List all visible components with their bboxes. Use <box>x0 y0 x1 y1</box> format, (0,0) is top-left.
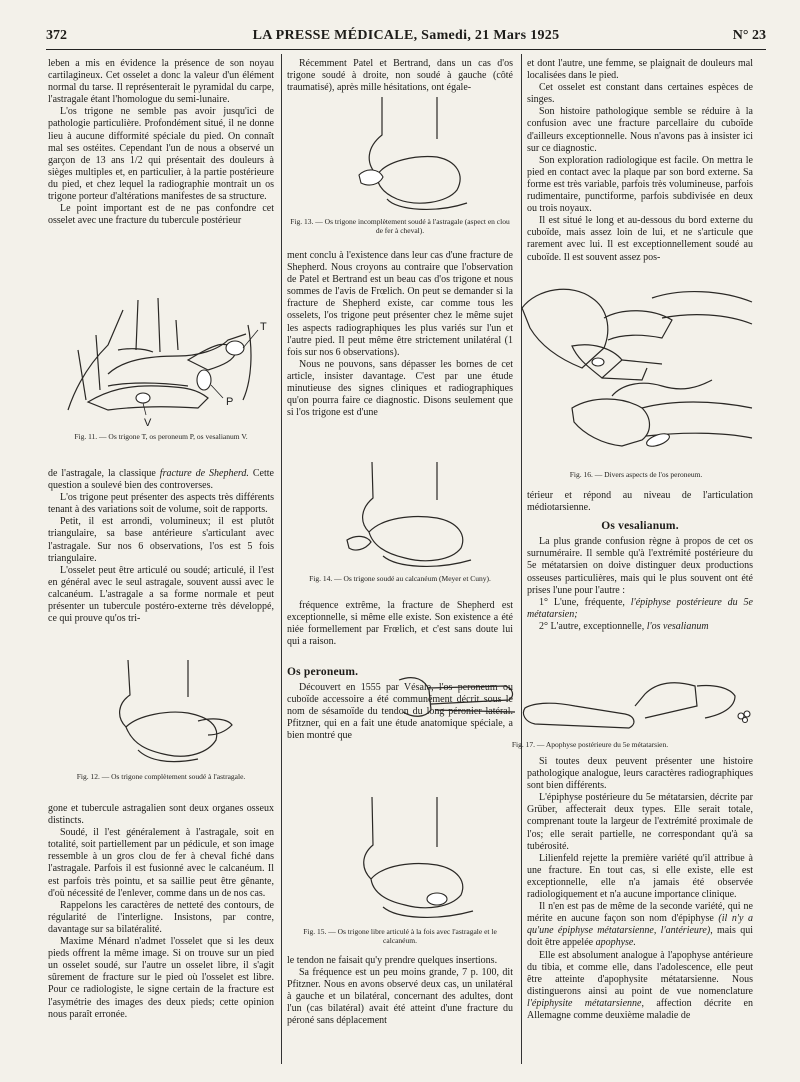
paragraph: Petit, il est arrondi, volumineux; il est plutôt triangulaire, sa base antérieure s'articulant avec l'astragale. Sur nos 6 observations, l'os est 5 fois triangulaire. <box>48 516 274 564</box>
paragraph: Soudé, il l'est généralement à l'astragale, soit en totalité, soit partiellement par un pédicule, et son image ressemble à un gros clou de fer à cheval fiché dans l'astragale. Parfois il est fusionné avec le calcanéum. Il est parfois très pointu, et sa saillie peut être gênante, d'où nécessité de l'enlever, comme dans un de nos cas. <box>48 827 274 899</box>
os-vesalianum-shape <box>136 393 150 403</box>
column-1-end <box>48 803 274 1021</box>
figure-14-caption: Fig. 14. — Os trigone soudé au calcanéum (Meyer et Cuny). <box>309 574 491 583</box>
figure-15-caption: Fig. 15. — Os trigone libre articulé à la fois avec l'astragale et le calcanéum. <box>303 927 497 945</box>
peroneum-aspects-illustration <box>512 268 760 468</box>
running-header <box>46 28 766 50</box>
os-peroneum-shape <box>197 370 211 390</box>
column-3-cont <box>527 490 753 633</box>
metatarsal-apophysis-illustration <box>385 666 765 738</box>
paragraph: Maxime Ménard n'admet l'osselet que si les deux pieds offrent la même image. Si on trouve sur un pied un osselet soudé, sur l'autre un osselet libre, il s'agit sûrement de fracture sur le pied où l'osselet est libre. Pour ce radiologiste, le signe certain de la fracture est l'asymétrie des images des deux pieds; cette opinion nous paraît erronée. <box>48 936 274 1020</box>
paragraph: L'épiphyse postérieure du 5e métatarsien, décrite par Grüber, affecterait deux types. Elle serait totale, comprenant toute la largeur de l'extrémité proximale de l'os; elle serait partielle, ne correspondant qu'à sa tubérosité. <box>527 792 753 852</box>
figure-11 <box>48 290 274 441</box>
figure-14 <box>287 460 513 583</box>
label-P: P <box>226 396 234 408</box>
section-title-peroneum: Os peroneum. <box>287 666 359 678</box>
column-1 <box>48 58 274 227</box>
paragraph: 2° L'autre, exceptionnelle, l'os vesalianum <box>539 620 709 632</box>
paragraph: Rappelons les caractères de netteté des contours, de régularité de l'interligne. Insistons, par contre, davantage sur sa bilatéralité. <box>48 899 274 935</box>
os-peroneum-shape <box>645 431 671 449</box>
paragraph: L'os trigone ne semble pas avoir jusqu'ici de pathologie particulière. Profondément situé, il ne donne lieu à aucune difformité spéciale du pied. On connaît mal ses ostéites. Cependant l'un de nous a observé un garçon de 13 ans 1/2 qui présentait des douleurs à sièges multiples et, en particulier, à la partie postérieure du pied, et chez lequel la radiographie montrait un os trigone porteur d'altérations manifestes de sa structure. <box>48 106 274 203</box>
figure-11-caption: Fig. 11. — Os trigone T, os peroneum P, os vesalianum V. <box>74 432 248 441</box>
astragale-illustration <box>48 655 274 770</box>
ankle-illustration-15 <box>287 795 513 925</box>
paragraph: de l'astragale, la classique fracture de Shepherd. Cette question a soulevé bien des controverses. <box>48 468 274 492</box>
os-trigone-shape <box>226 341 244 355</box>
figure-17-caption: Fig. 17. — Apophyse postérieure du 5e métatarsien. <box>511 740 669 749</box>
paragraph: Cet osselet est constant dans certaines espèces de singes. <box>527 82 753 106</box>
paragraph: Son exploration radiologique est facile. On mettra le pied en contact avec la plaque par son bord externe. Sa forme est très variable, parfois très volumineuse, parfois rudimentaire, punctiforme, parfois subdivisée en deux ou trois noyaux. <box>527 154 753 215</box>
figure-15 <box>287 795 513 945</box>
label-V: V <box>144 417 152 429</box>
column-3-end <box>527 756 753 1022</box>
paragraph: L'os trigone peut présenter des aspects très différents tenant à des variations soit de volume, soit de rapports. <box>48 492 274 516</box>
foot-skeleton-illustration <box>48 290 274 430</box>
paragraph: L'osselet peut être articulé ou soudé; articulé, il l'est en général avec le seul astragale, souvent aussi avec le calcanéum. L'astragale a sa forme normale et peut présenter un tubercule postéro-externe très développé, ce qui prouve qu'os tri- <box>48 564 274 625</box>
header-rule <box>46 49 766 50</box>
column-2-cont-2 <box>287 600 513 648</box>
paragraph: ment conclu à l'existence dans leur cas d'une fracture de Shepherd. Nous croyons au contraire que l'observation de Patel et Bertrand est un beau cas d'os trigone et nous sommes de l'avis de Frœlich. On peut se demander si la fracture de Shepherd existe, car comme tous les osselets, l'os trigone peut présenter chez le même sujet les aspects radiographiques les plus variés sur l'un et l'autre pied. Il peut même être strictement unilatéral (1 fois sur nos 6 observations). <box>287 250 513 358</box>
figure-13 <box>287 95 513 235</box>
paragraph: Elle est absolument analogue à l'apophyse antérieure du tibia, et comme elle, dans l'adolescence, elle peut être atteinte d'apophysite métatarsienne. Nous distinguerons ainsi au point de vue nomenclature l'épiphysite métatarsienne, affection décrite en Allemagne comme deuxième maladie de <box>527 949 753 1021</box>
journal-title: LA PRESSE MÉDICALE, Samedi, 21 Mars 1925 <box>252 28 560 43</box>
column-divider-1 <box>281 54 282 1064</box>
paragraph: et dont l'autre, une femme, se plaignait de douleurs mal localisées dans le pied. <box>527 58 753 82</box>
paragraph: fréquence extrême, la fracture de Shepherd est exceptionnelle, si même elle existe. Son existence a été niée formellement par Frœlich, et c'est sans doute lui qui a raison. <box>287 600 513 648</box>
paragraph: Sa fréquence est un peu moins grande, 7 p. 100, dit Pfitzner. Nous en avons observé deux cas, un unilatéral à gauche et un bilatéral, concernant des adultes, dont l'un (cas bilatéral) avait été atteint d'une fracture du péroné sans déplacement <box>287 967 513 1027</box>
paragraph: Il est situé le long et au-dessous du bord externe du cuboïde, mais assez loin de lui, et ne s'articule que rarement avec lui. Il est exceptionnellement soudé au cuboïde. Il est souvent assez pos- <box>527 215 753 263</box>
column-1-cont <box>48 468 274 625</box>
paragraph: Si toutes deux peuvent présenter une histoire pathologique analogue, leurs caractères radiographiques sont bien différents. <box>527 756 753 792</box>
column-3 <box>527 58 753 264</box>
os-trigone-shape <box>427 893 447 905</box>
label-T: T <box>260 321 267 333</box>
column-2-end <box>287 955 513 1028</box>
figure-16-caption: Fig. 16. — Divers aspects de l'os peroneum. <box>569 470 703 479</box>
paragraph: 1° L'une, fréquente, l'épiphyse postérieure du 5e métatarsien; <box>527 596 753 620</box>
paragraph: Son histoire pathologique semble se réduire à la confusion avec une fracture parcellaire du cuboïde d'ailleurs exceptionnelle. Nous n'avons pas à insister ici sur ce diagnostic. <box>527 106 753 154</box>
os-trigone-shape <box>359 170 383 185</box>
column-2-cont <box>287 250 513 419</box>
paragraph: Il n'en est pas de même de la seconde variété, qui ne mérite en aucune façon son nom d'épiphyse (il n'y a qu'une épiphyse métatarsienne, l'antérieure), mais qui doit être appelée apophyse. <box>527 901 753 949</box>
paragraph: Lilienfeld rejette la première variété qu'il attribue à une fracture. En tout cas, si elle existe, elle est exceptionnelle, elle n'a jamais été observée radiologiquement et n'a aucune importance clinique. <box>527 852 753 901</box>
paragraph: La plus grande confusion règne à propos de cet os surnuméraire. Il semble qu'à l'extrémité postérieure du 5e métatarsien on doive distinguer deux productions osseuses particulières, mais qui le plus souvent ont été prises l'une pour l'autre : <box>527 536 753 596</box>
figure-16 <box>512 268 760 479</box>
issue-number: N° 23 <box>732 28 766 43</box>
figure-17 <box>385 666 765 749</box>
page-number: 372 <box>46 28 67 43</box>
figure-12-caption: Fig. 12. — Os trigone complètement soudé à l'astragale. <box>76 772 246 781</box>
figure-12 <box>48 655 274 781</box>
paragraph: leben a mis en évidence la présence de son noyau cartilagineux. Cet osselet a donc la valeur d'un élément normal du tarse. Il représenterait le pyramidal du carpe, l'astragale étant l'homologue du semi-lunaire. <box>48 58 274 106</box>
calcaneum-illustration <box>287 460 513 572</box>
ankle-illustration-13 <box>287 95 513 215</box>
paragraph: gone et tubercule astragalien sont deux organes osseux distincts. <box>48 803 274 827</box>
paragraph: Nous ne pouvons, sans dépasser les bornes de cet article, insister davantage. C'est par une étude minutieuse des signes cliniques et radiographiques qu'on pourra faire ce diagnostic. Disons seulement que si l'os trigone est d'une <box>287 358 513 419</box>
paragraph: Récemment Patel et Bertrand, dans un cas d'os trigone soudé à droite, non soudé à gauche (côté traumatisé), après mille hésitations, ont égale- <box>287 58 513 94</box>
paragraph: Découvert en 1555 par Vésale, l'os peroneum ou cuboïde accessoire a été communément décrit sous le nom de sésamoïde du tendon du long péronier latéral. Pfitzner, qui en a fait une étude anatomique spéciale, a bien montré que <box>287 682 513 742</box>
column-divider-2 <box>521 54 522 1064</box>
paragraph: térieur et répond au niveau de l'articulation médiotarsienne. <box>527 490 753 514</box>
section-title-vesalianum: Os vesalianum. <box>601 520 679 533</box>
column-2 <box>287 58 513 94</box>
paragraph: le tendon ne faisait qu'y prendre quelques insertions. <box>287 955 498 966</box>
paragraph: Le point important est de ne pas confondre cet osselet avec une fracture du tubercule postérieur <box>48 203 274 227</box>
os-peroneum-shape <box>592 358 604 366</box>
figure-13-caption: Fig. 13. — Os trigone incomplètement soudé à l'astragale (aspect en clou de fer à cheval). <box>290 217 510 235</box>
